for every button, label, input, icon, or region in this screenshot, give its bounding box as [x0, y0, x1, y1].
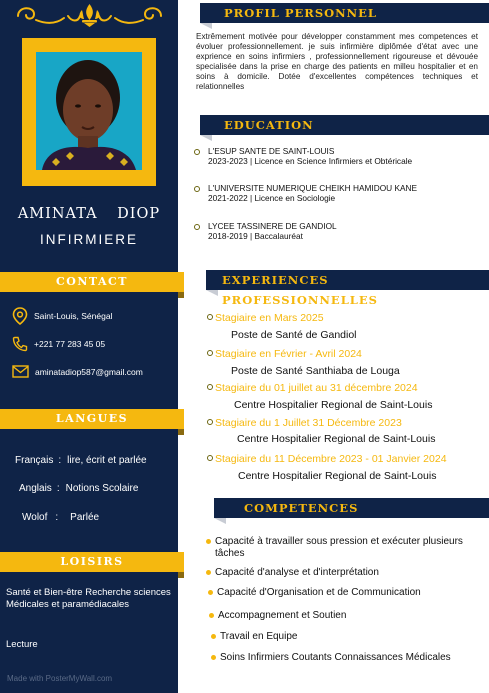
profile-heading: PROFIL PERSONNEL [224, 6, 378, 20]
education-entry [194, 184, 417, 203]
bullet-icon [211, 634, 216, 639]
language-name: Wolof [22, 512, 48, 523]
bullet-icon [207, 455, 213, 461]
bullet-icon [206, 570, 211, 575]
profile-summary: Extrêmement motivée pour développer constamment mes competences et évoluer professionnellement. je suis infirmière diplômée d'état avec une exprience en soins infirmiers , professionnellement rigoureuse et dévouée specialisée dans la prise en charge des patients en milleu hospitalier et en soins à domicile. Dotée d'excellentes compétences techniques et relationnelles [196, 32, 478, 92]
bullet-icon [194, 149, 200, 155]
experience-place: Centre Hospitalier Regional de Saint-Louis [237, 433, 436, 445]
education-detail: 2021-2022 | Licence en Sociologie [208, 192, 336, 203]
experience-place: Centre Hospitalier Regional de Saint-Louis [234, 399, 433, 411]
contact-phone[interactable] [12, 336, 105, 352]
person-title: INFIRMIERE [39, 232, 138, 247]
contact-section-header [0, 272, 184, 292]
phone-icon [12, 336, 28, 352]
education-detail: 2018-2019 | Baccalauréat [208, 230, 303, 241]
skill-item [218, 610, 346, 622]
skills-heading: COMPETENCES [244, 501, 359, 515]
skill-item [220, 631, 297, 643]
person-name: AMINATA DIOP [17, 206, 161, 222]
bullet-icon [207, 314, 213, 320]
education-school: L'ESUP SANTE DE SAINT-LOUIS [208, 146, 335, 156]
skills-section-header [214, 498, 489, 518]
location-pin-icon [12, 307, 28, 325]
education-section-header [200, 115, 489, 135]
language-level: lire, écrit et parlée [67, 455, 147, 466]
bullet-icon [194, 186, 200, 192]
bullet-icon [206, 539, 211, 544]
contact-phone-text: +221 77 283 45 05 [34, 339, 106, 349]
education-entry [194, 222, 337, 241]
language-item: Wolof : Parlée [22, 512, 100, 523]
experience-title [207, 312, 324, 324]
bullet-icon [207, 350, 213, 356]
languages-heading: LANGUES [55, 412, 129, 425]
experience-place: Centre Hospitalier Regional de Saint-Louis [238, 470, 437, 482]
language-name: Anglais [19, 483, 52, 494]
bullet-icon [208, 590, 213, 595]
experience-section-header [206, 270, 489, 307]
skill-item [217, 587, 421, 599]
experience-heading: EXPERIENCES PROFESSIONNELLES [222, 273, 378, 307]
experience-title-text: Stagiaire du 1 Juillet 31 Décembre 2023 [215, 417, 402, 429]
ornament-decoration [12, 2, 167, 28]
experience-title-text: Stagiaire du 11 Décembre 2023 - 01 Janvier 2024 [215, 453, 447, 465]
envelope-icon [12, 365, 29, 378]
bullet-icon [209, 613, 214, 618]
bullet-icon [194, 224, 200, 230]
bullet-icon [207, 384, 213, 390]
watermark: Made with PosterMyWall.com [7, 674, 113, 683]
skill-item [215, 536, 487, 560]
bullet-icon [211, 655, 216, 660]
experience-title [207, 453, 447, 465]
experience-title-text: Stagiaire du 01 juillet au 31 décembre 2024 [215, 382, 418, 394]
skill-text: Capacité d'Organisation et de Communication [217, 587, 421, 598]
contact-location-text: Saint-Louis, Sénégal [34, 311, 113, 321]
leisure-item: Santé et Bien-être Recherche sciences Médicales et paramédiacales [6, 587, 171, 610]
bullet-icon [207, 419, 213, 425]
language-level: Notions Scolaire [65, 483, 139, 494]
profile-photo [36, 52, 142, 170]
experience-place: Poste de Santé Santhiaba de Louga [231, 365, 400, 377]
contact-email-text: aminatadiop587@gmail.com [35, 366, 143, 377]
skill-text: Capacité à travailler sous pression et exécuter plusieurs tâches [215, 536, 463, 559]
skill-text: Travail en Equipe [220, 631, 298, 642]
education-school: LYCEE TASSINERE DE GANDIOL [208, 221, 337, 231]
leisure-heading: LOISIRS [60, 555, 124, 568]
leisure-item: Lecture [6, 639, 38, 650]
contact-heading: CONTACT [56, 275, 128, 288]
skill-item [220, 652, 451, 664]
experience-title [207, 382, 418, 394]
leisure-section-header [0, 552, 184, 572]
experience-title [207, 348, 362, 360]
languages-section-header [0, 409, 184, 429]
language-item: Anglais : Notions Scolaire [19, 483, 139, 494]
skill-item [215, 567, 379, 579]
skill-text: Accompagnement et Soutien [218, 610, 347, 621]
profile-photo-frame [22, 38, 156, 186]
skill-text: Soins Infirmiers Coutants Connaissances Médicales [220, 652, 451, 663]
language-item: Français : lire, écrit et parlée [15, 455, 147, 466]
education-school: L'UNIVERSITE NUMERIQUE CHEIKH HAMIDOU KANE [208, 183, 418, 193]
sidebar [0, 0, 178, 693]
language-name: Français [15, 455, 54, 466]
education-heading: EDUCATION [224, 118, 314, 132]
skill-text: Capacité d'analyse et d'interprétation [215, 567, 379, 578]
experience-title-text: Stagiaire en Février - Avril 2024 [215, 348, 362, 360]
profile-section-header [200, 3, 489, 23]
language-level: Parlée [70, 512, 100, 523]
contact-location [12, 307, 112, 325]
experience-place: Poste de Santé de Gandiol [231, 329, 357, 341]
education-detail: 2023-2023 | Licence en Science Infirmiers et Obtéricale [208, 155, 413, 166]
contact-email[interactable] [12, 365, 143, 378]
education-entry [194, 147, 412, 166]
experience-title [207, 417, 402, 429]
experience-title-text: Stagiaire en Mars 2025 [215, 312, 324, 324]
